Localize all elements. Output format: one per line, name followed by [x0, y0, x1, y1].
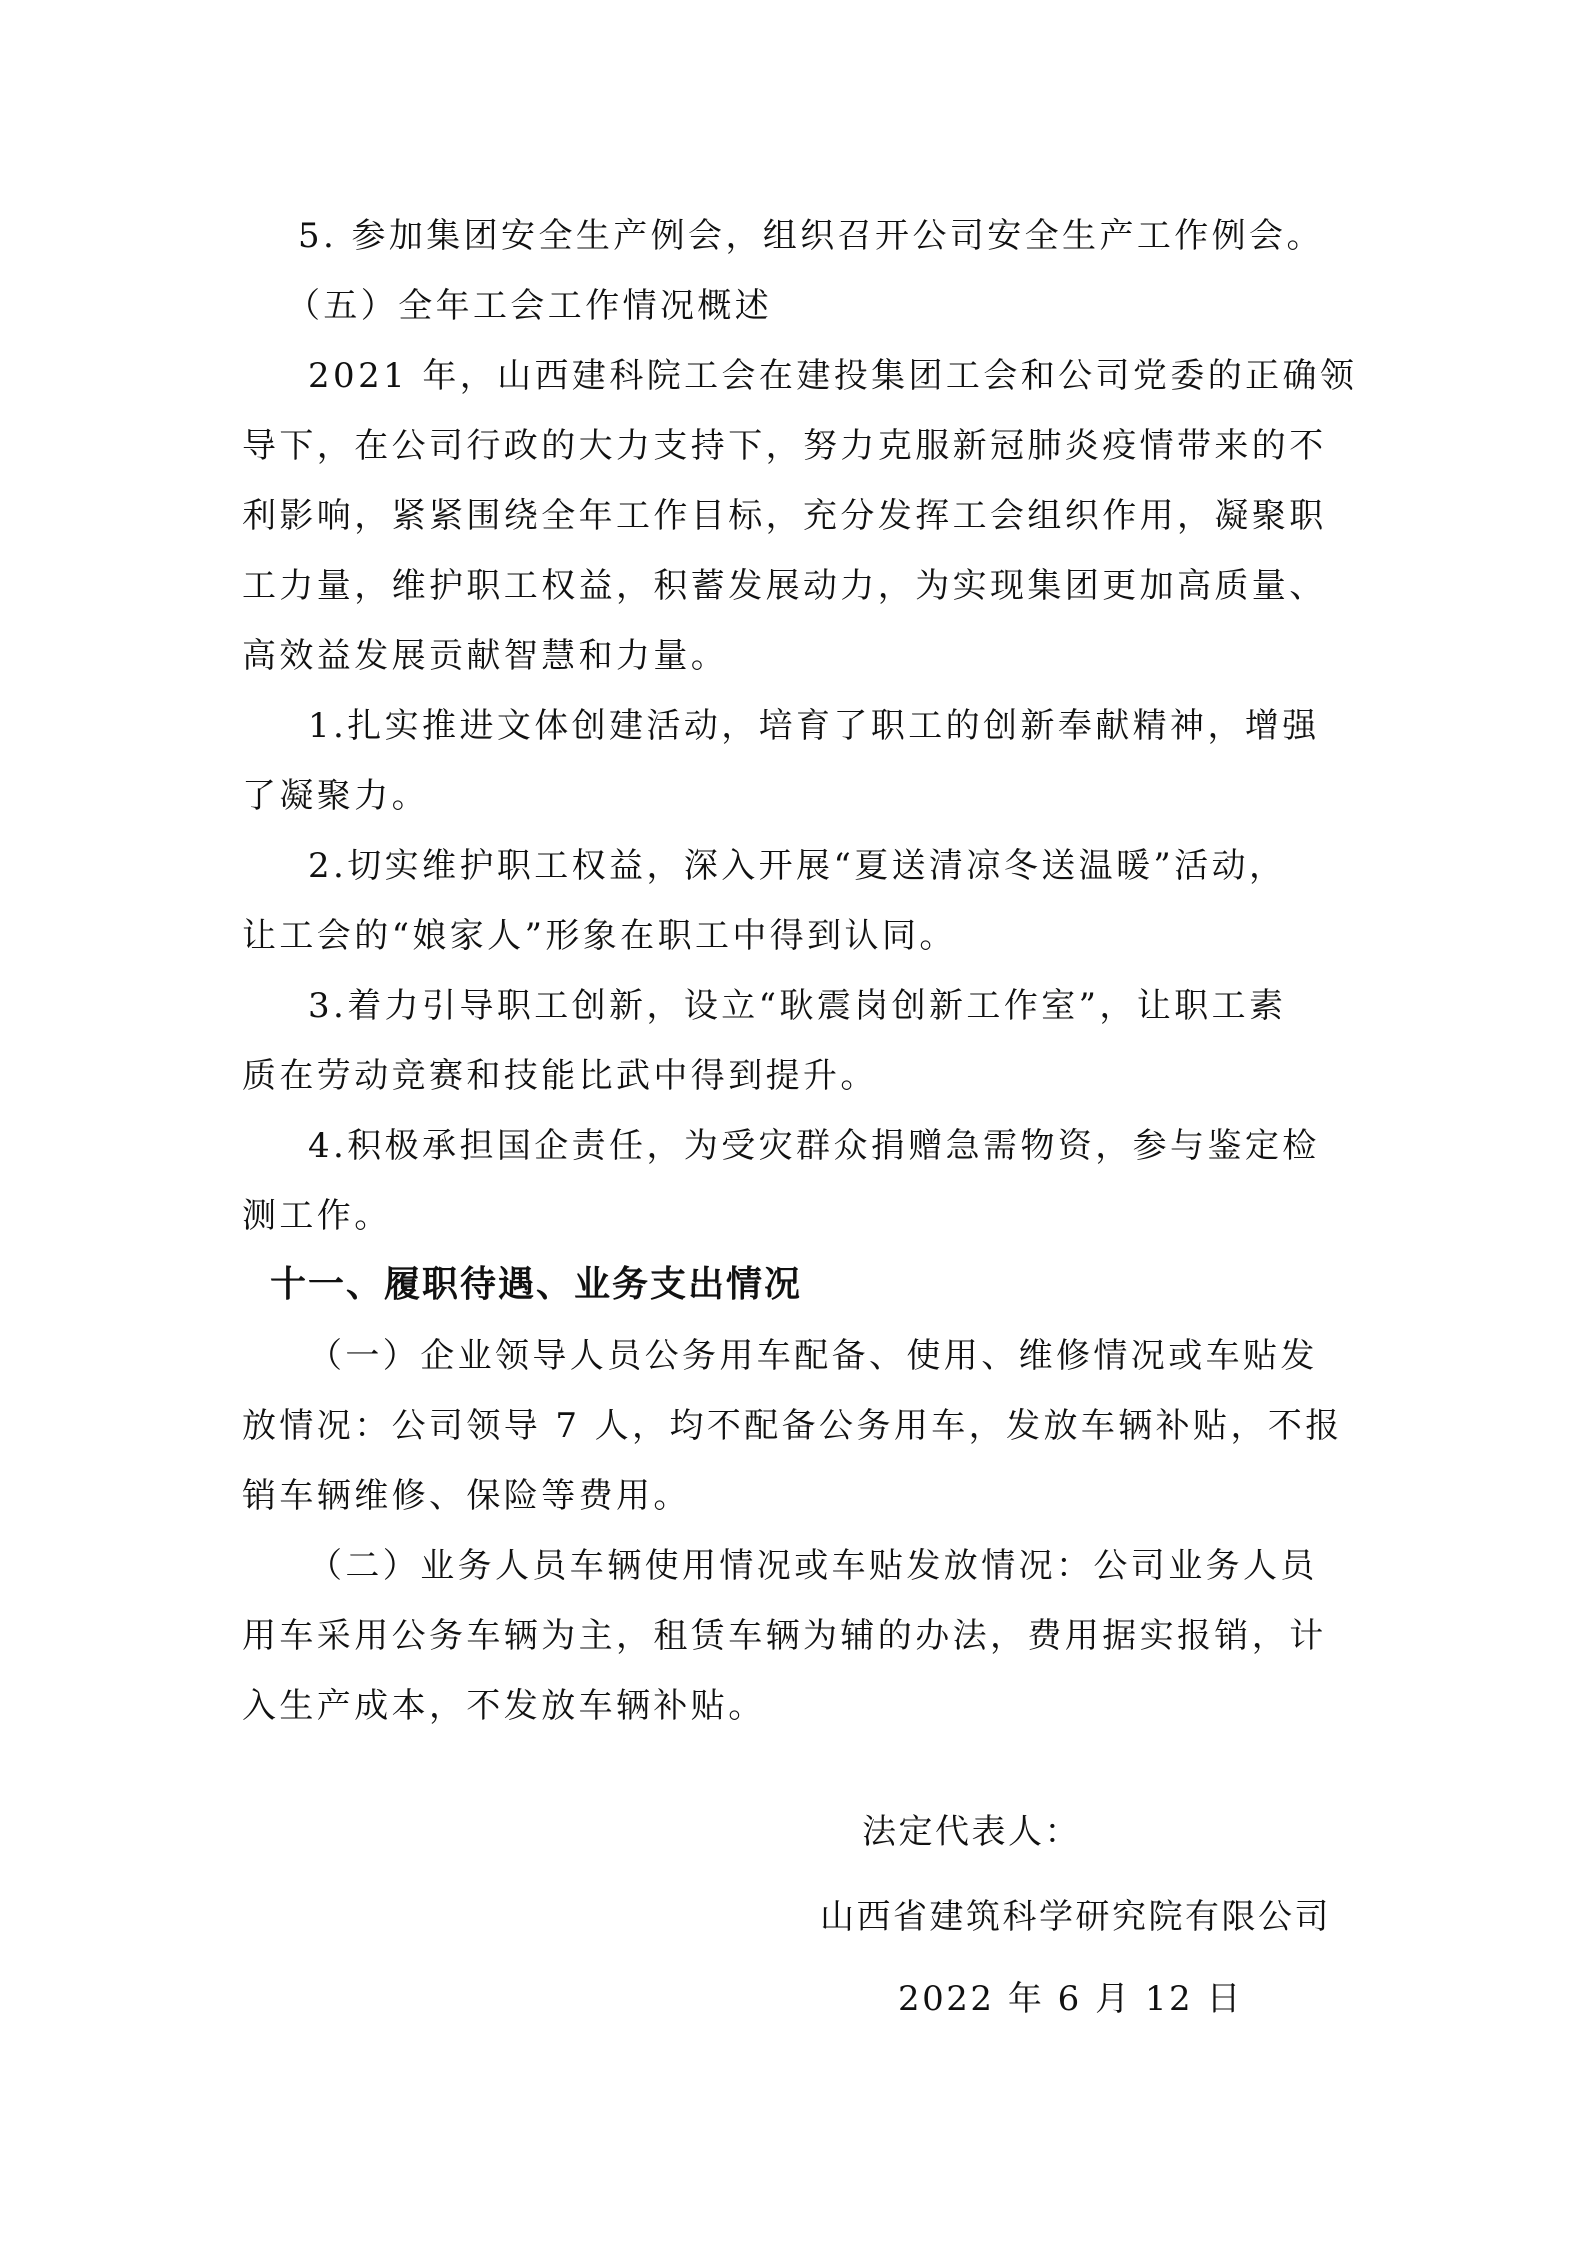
- point-4-line-2: 测工作。: [242, 1196, 392, 1236]
- point-3-line-1: 3.着力引导职工创新，设立“耿震岗创新工作室”，让职工素: [308, 986, 1287, 1026]
- vehicle-staff-line-1: （二）业务人员车辆使用情况或车贴发放情况：公司业务人员: [308, 1546, 1318, 1586]
- item-5-line: 5. 参加集团安全生产例会，组织召开公司安全生产工作例会。: [298, 216, 1324, 256]
- vehicle-leaders-line-1: （一）企业领导人员公务用车配备、使用、维修情况或车贴发: [308, 1336, 1318, 1376]
- summary-line-5: 高效益发展贡献智慧和力量。: [242, 636, 729, 676]
- point-2-line-2: 让工会的“娘家人”形象在职工中得到认同。: [242, 916, 957, 956]
- summary-line-4: 工力量，维护职工权益，积蓄发展动力，为实现集团更加高质量、: [242, 566, 1327, 606]
- point-1-line-2: 了凝聚力。: [242, 776, 429, 816]
- legal-representative-label: 法定代表人：: [862, 1812, 1081, 1852]
- vehicle-leaders-line-2: 放情况：公司领导 7 人，均不配备公务用车，发放车辆补贴，不报: [242, 1406, 1343, 1446]
- summary-line-1: 2021 年，山西建科院工会在建投集团工会和公司党委的正确领: [308, 356, 1358, 396]
- point-2-line-1: 2.切实维护职工权益，深入开展“夏送清凉冬送温暖”活动，: [308, 846, 1287, 886]
- vehicle-staff-line-2: 用车采用公务车辆为主，租赁车辆为辅的办法，费用据实报销，计: [242, 1616, 1327, 1656]
- point-3-line-2: 质在劳动竞赛和技能比武中得到提升。: [242, 1056, 878, 1096]
- company-name: 山西省建筑科学研究院有限公司: [820, 1897, 1331, 1937]
- point-1-line-1: 1.扎实推进文体创建活动，培育了职工的创新奉献精神，增强: [308, 706, 1320, 746]
- vehicle-staff-line-3: 入生产成本，不发放车辆补贴。: [242, 1686, 766, 1726]
- summary-line-2: 导下，在公司行政的大力支持下，努力克服新冠肺炎疫情带来的不: [242, 426, 1327, 466]
- point-4-line-1: 4.积极承担国企责任，为受灾群众捐赠急需物资，参与鉴定检: [308, 1126, 1320, 1166]
- section-11-heading: 十一、履职待遇、业务支出情况: [270, 1264, 803, 1305]
- vehicle-leaders-line-3: 销车辆维修、保险等费用。: [242, 1476, 691, 1516]
- signature-date: 2022 年 6 月 12 日: [898, 1979, 1243, 2019]
- summary-line-3: 利影响，紧紧围绕全年工作目标，充分发挥工会组织作用，凝聚职: [242, 496, 1327, 536]
- section-5-subheading: （五）全年工会工作情况概述: [286, 286, 773, 326]
